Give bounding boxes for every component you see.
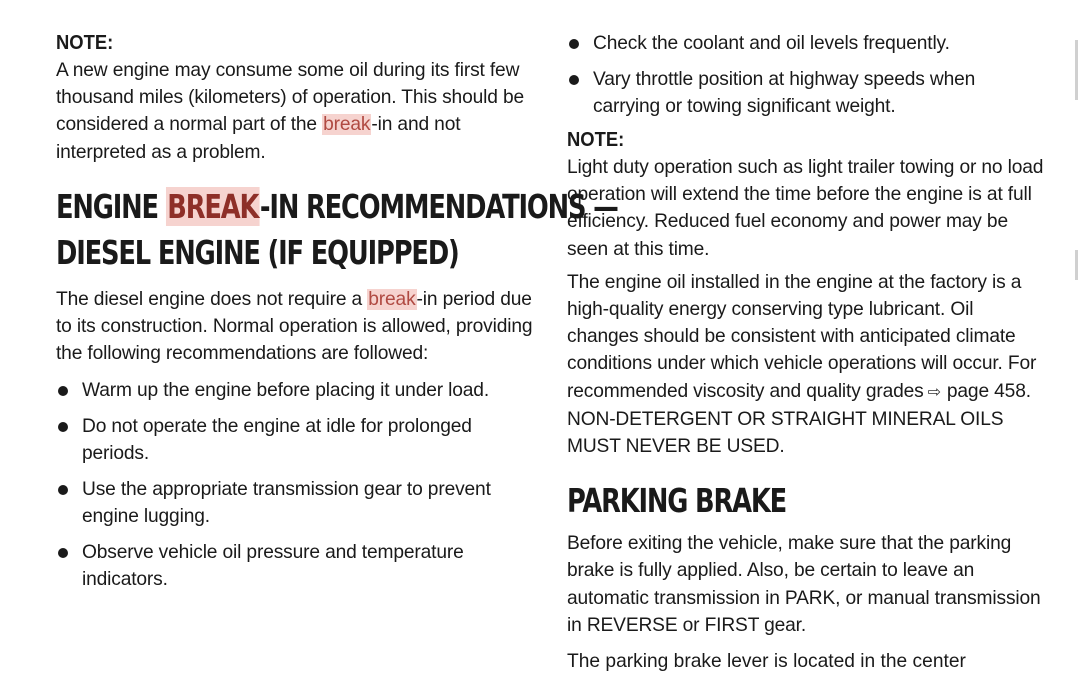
- bullet-icon: [58, 548, 68, 558]
- light-duty-note: Light duty operation such as light trailer towing or no load operation will extend the time before the engine is at full efficiency. Reduced fuel economy and power may be seen at this time.: [567, 157, 1044, 260]
- diesel-intro-paragraph: The diesel engine does not require a break-in period due to its construction. Normal operation is allowed, providing the following recommendations are followed:: [56, 288, 533, 365]
- cut-off-text: The parking brake lever is located in the center: [567, 651, 966, 672]
- list-item: Vary throttle position at highway speeds when carrying or towing significant weight.: [567, 66, 1047, 120]
- parking-brake-paragraph: Before exiting the vehicle, make sure that the parking brake is fully applied. Also, be certain to leave an automatic transmission in PARK, or manual transmission in REVERSE or FIRST gear.: [567, 533, 1041, 636]
- bullet-icon: [569, 75, 579, 85]
- list-item: Observe vehicle oil pressure and temperature indicators.: [56, 539, 534, 593]
- bullet-icon: [58, 386, 68, 396]
- parking-brake-heading: PARKING BRAKE: [567, 481, 787, 521]
- diesel-recommendations-list: [56, 377, 534, 593]
- bullet-icon: [569, 39, 579, 49]
- search-highlight: BREAK: [167, 186, 259, 226]
- note-label: NOTE:: [567, 129, 625, 151]
- search-highlight: break: [368, 288, 416, 310]
- left-column: [56, 30, 618, 602]
- page-reference-link[interactable]: page 458.: [946, 380, 1031, 402]
- list-item: Warm up the engine before placing it under load.: [56, 377, 534, 404]
- list-item: Use the appropriate transmission gear to prevent engine lugging.: [56, 476, 534, 530]
- continued-recommendations-list: [567, 30, 1047, 120]
- list-item: Check the coolant and oil levels frequently.: [567, 30, 1047, 57]
- arrow-right-icon: ⇨: [927, 383, 941, 401]
- engine-oil-paragraph: The engine oil installed in the engine at the factory is a high-quality energy conserving type lubricant. Oil changes should be consistent with anticipated climate conditions under which vehicle operations will occur. For recommended viscosity and quality grades ⇨ page 458. NON-DETERGENT OR STRAIGHT MINERAL OILS MUST NEVER BE USED.: [567, 271, 1037, 458]
- diesel-break-in-heading: ENGINE BREAK-IN RECOMMENDATIONS — DIESEL ENGINE (IF EQUIPPED): [56, 186, 618, 272]
- new-engine-note: A new engine may consume some oil during its first few thousand miles (kilometers) of operation. This should be considered a normal part of the break-in and not interpreted as a problem.: [56, 60, 524, 163]
- bullet-icon: [58, 422, 68, 432]
- note-label: NOTE:: [56, 32, 114, 54]
- list-item: Do not operate the engine at idle for prolonged periods.: [56, 413, 534, 467]
- right-column: [567, 30, 1047, 645]
- search-highlight: break: [323, 114, 371, 136]
- bullet-icon: [58, 485, 68, 495]
